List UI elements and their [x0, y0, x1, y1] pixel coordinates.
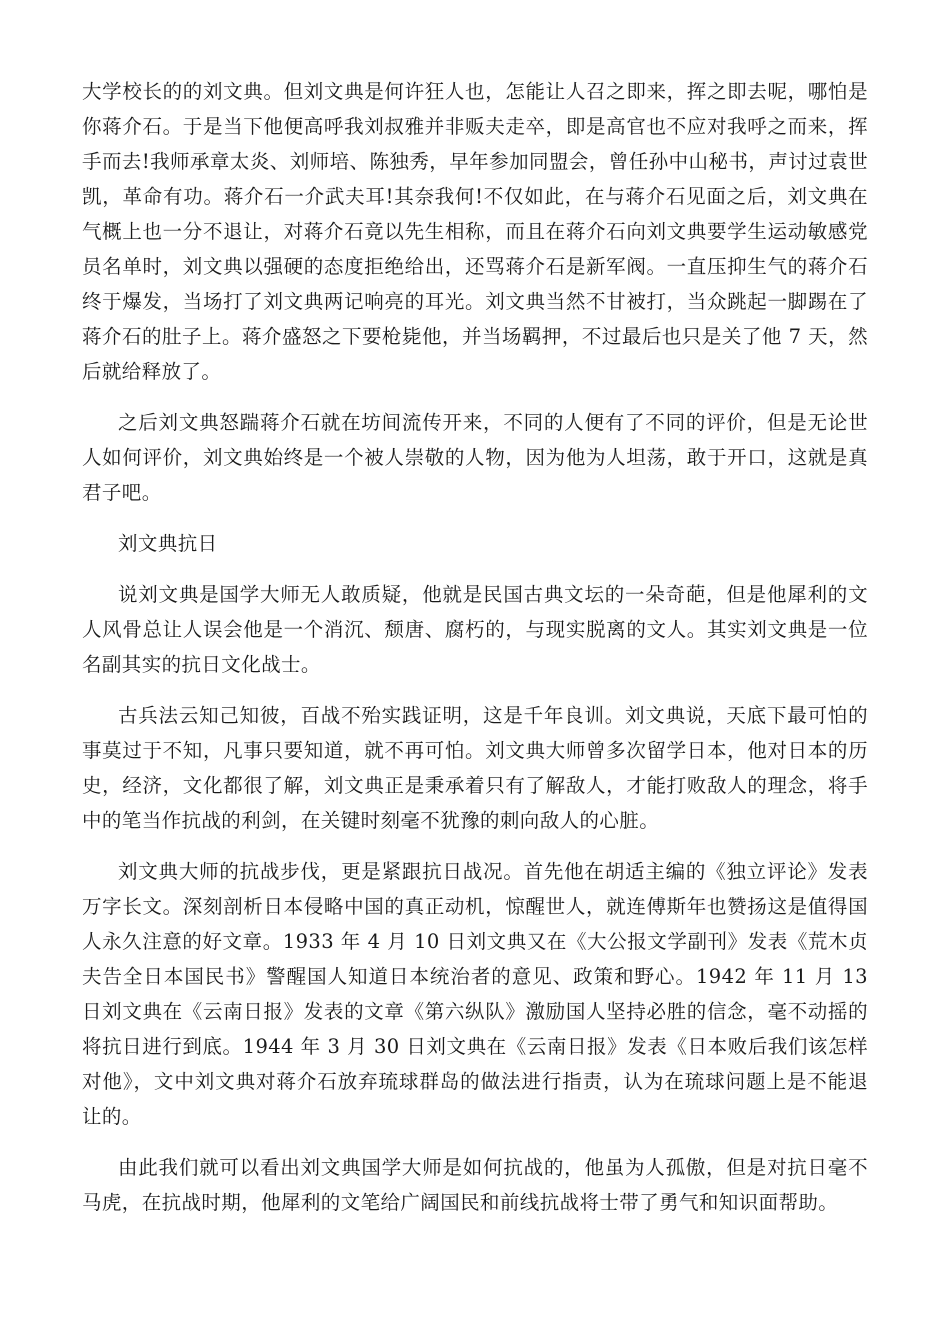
- paragraph-publications: 刘文典大师的抗战步伐，更是紧跟抗日战况。首先他在胡适主编的《独立评论》发表万字长文。深刻剖析日本侵略中国的真正动机，惊醒世人，就连傅斯年也赞扬这是值得国人永久注意的好文章。1933 年 4 月 10 日刘文典又在《大公报文学副刊》发表《荒木贞夫告全日本国民书》警醒国人知道日本统治者的意见、政策和野心。1942 年 11 月 13 日刘文典在《云南日报》发表的文章《第六纵队》激励国人坚持必胜的信念，毫不动摇的将抗日进行到底。1944 年 3 月 30 日刘文典在《云南日报》发表《日本败后我们该怎样对他》，文中刘文典对蒋介石放弃琉球群岛的做法进行指责，认为在琉球问题上是不能退让的。: [82, 860, 868, 1128]
- paragraph-continuation: 大学校长的的刘文典。但刘文典是何许狂人也，怎能让人召之即来，挥之即去呢，哪怕是你蒋介石。于是当下他便高呼我刘叔雅并非贩夫走卒，即是高官也不应对我呼之而来，挥手而去!我师承章太炎、刘师培、陈独秀，早年参加同盟会，曾任孙中山秘书，声讨过袁世凯，革命有功。蒋介石一介武夫耳!其奈我何!不仅如此，在与蒋介石见面之后，刘文典在气概上也一分不退让，对蒋介石竟以先生相称，而且在蒋介石向刘文典要学生运动敏感党员名单时，刘文典以强硬的态度拒绝给出，还骂蒋介石是新军阀。一直压抑生气的蒋介石终于爆发，当场打了刘文典两记响亮的耳光。刘文典当然不甘被打，当众跳起一脚踢在了蒋介石的肚子上。蒋介盛怒之下要枪毙他，并当场羁押，不过最后也只是关了他 7 天，然后就给释放了。: [82, 80, 868, 383]
- paragraph-know-enemy: 古兵法云知己知彼，百战不殆实践证明，这是千年良训。刘文典说，天底下最可怕的事莫过于不知，凡事只要知道，就不再可怕。刘文典大师曾多次留学日本，他对日本的历史，经济，文化都很了解，刘文典正是秉承着只有了解敌人，才能打败敌人的理念，将手中的笔当作抗战的利剑，在关键时刻毫不犹豫的刺向敌人的心脏。: [82, 704, 868, 832]
- section-heading: 刘文典抗日: [118, 532, 218, 555]
- paragraph-aftermath: 之后刘文典怒踹蒋介石就在坊间流传开来，不同的人便有了不同的评价，但是无论世人如何评价，刘文典始终是一个被人崇敬的人物，因为他为人坦荡，敢于开口，这就是真君子吧。: [82, 411, 868, 504]
- paragraph-intro: 说刘文典是国学大师无人敢质疑，他就是民国古典文坛的一朵奇葩，但是他犀利的文人风骨总让人误会他是一个消沉、颓唐、腐朽的，与现实脱离的文人。其实刘文典是一位名副其实的抗日文化战士。: [82, 583, 868, 676]
- paragraph-conclusion: 由此我们就可以看出刘文典国学大师是如何抗战的，他虽为人孤傲，但是对抗日毫不马虎，在抗战时期，他犀利的文笔给广阔国民和前线抗战将士带了勇气和知识面帮助。: [82, 1156, 868, 1214]
